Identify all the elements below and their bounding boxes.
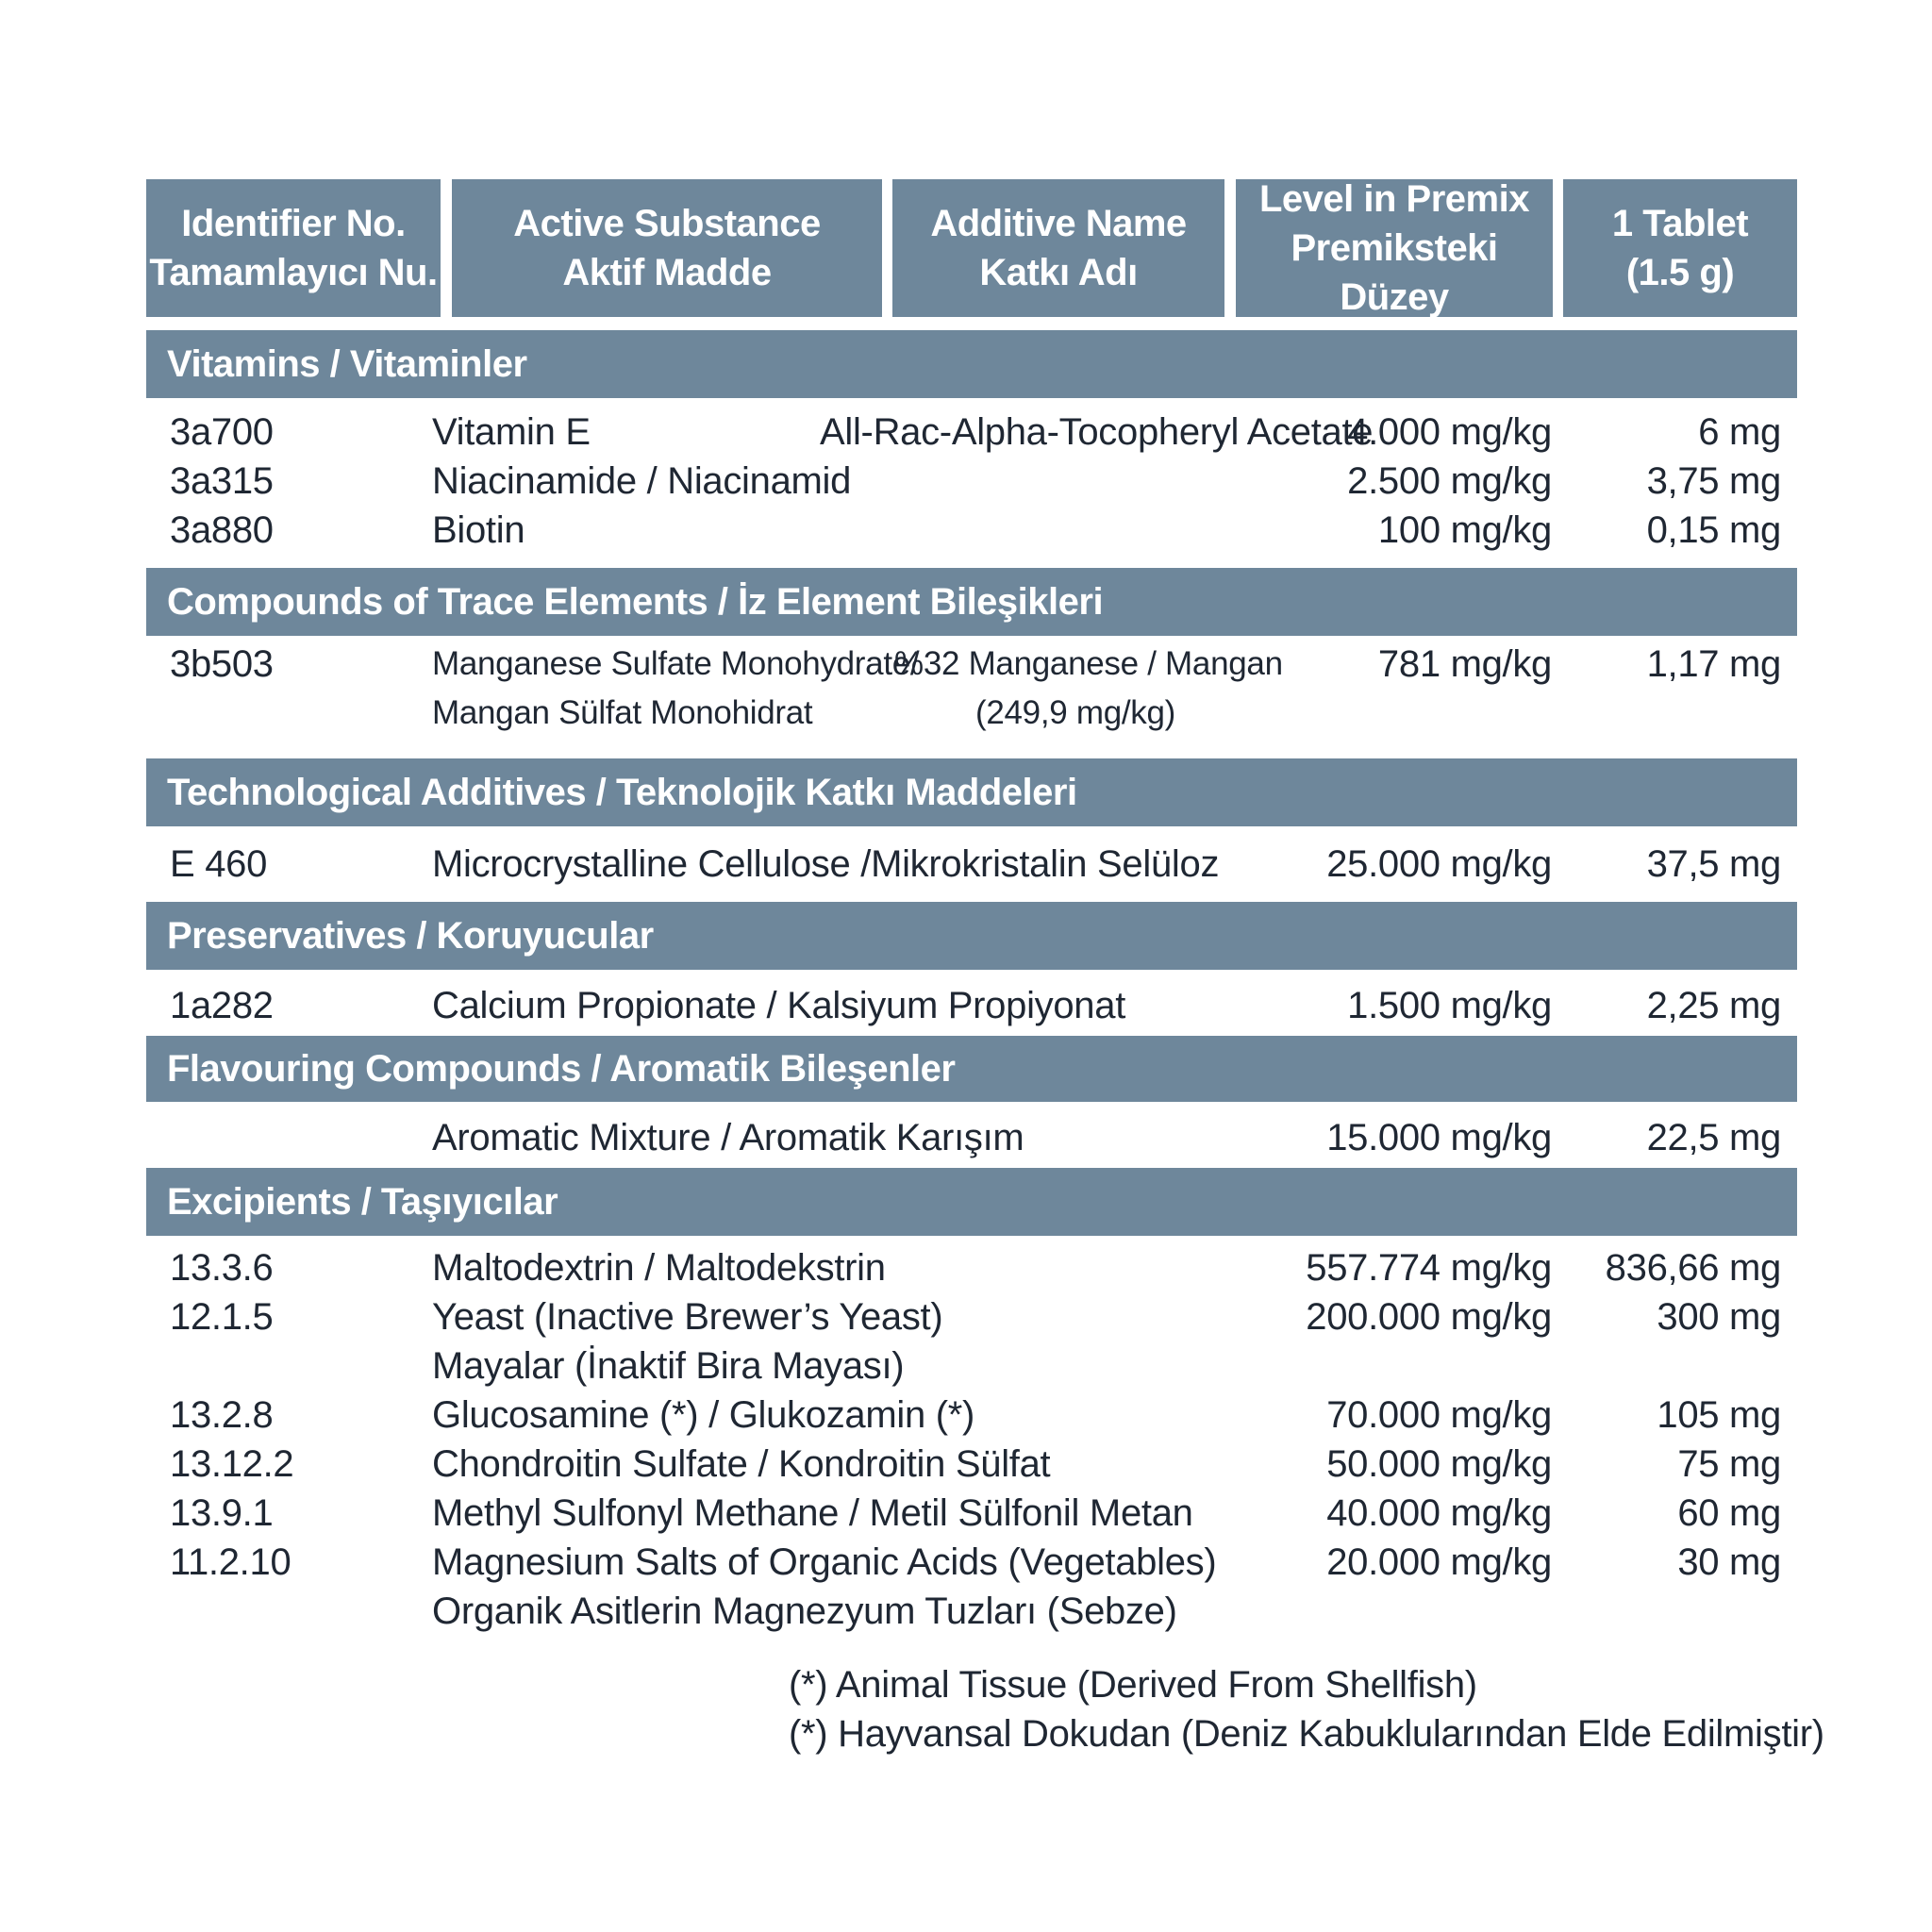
niacinamide-id: 3a315 — [170, 460, 274, 502]
header-level-in-premix — [1236, 179, 1553, 317]
header-one-tablet — [1563, 179, 1797, 317]
chondroitin-level: 50.000 mg/kg — [1326, 1443, 1552, 1485]
maltodextrin-level: 557.774 mg/kg — [1306, 1247, 1552, 1289]
header-level-in-premix-tr: Premiksteki Düzey — [1291, 227, 1498, 318]
footnote-tr: (*) Hayvansal Dokudan (Deniz Kabuklularından Elde Edilmiştir) — [789, 1713, 1824, 1755]
chondroitin-substance: Chondroitin Sulfate / Kondroitin Sülfat — [432, 1443, 1051, 1485]
manganese-additive-line2: (249,9 mg/kg) — [975, 694, 1176, 731]
calcium-propionate-id: 1a282 — [170, 985, 274, 1026]
header-one-tablet-en: 1 Tablet — [1611, 203, 1749, 244]
cellulose-id: E 460 — [170, 843, 268, 885]
header-additive-name-tr: Katkı Adı — [979, 252, 1138, 293]
section-technological-additives: Technological Additives / Teknolojik Katkı Maddeleri — [146, 758, 1797, 826]
vitamin-e-additive: All-Rac-Alpha-Tocopheryl Acetate — [820, 411, 1374, 453]
header-active-substance-tr: Aktif Madde — [562, 252, 772, 293]
aromatic-mixture-tablet: 22,5 mg — [1646, 1117, 1781, 1158]
calcium-propionate-tablet: 2,25 mg — [1646, 985, 1781, 1026]
niacinamide-level: 2.500 mg/kg — [1347, 460, 1552, 502]
section-trace-elements: Compounds of Trace Elements / İz Element Bileşikleri — [146, 568, 1797, 636]
magnesium-salts-tablet: 30 mg — [1677, 1541, 1781, 1583]
maltodextrin-substance: Maltodextrin / Maltodekstrin — [432, 1247, 886, 1289]
aromatic-mixture-substance: Aromatic Mixture / Aromatik Karışım — [432, 1117, 1024, 1158]
glucosamine-level: 70.000 mg/kg — [1326, 1394, 1552, 1436]
section-excipients: Excipients / Taşıyıcılar — [146, 1168, 1797, 1236]
cellulose-tablet: 37,5 mg — [1646, 843, 1781, 885]
header-identifier — [146, 179, 441, 317]
manganese-level: 781 mg/kg — [1377, 643, 1552, 685]
header-additive-name — [892, 179, 1224, 317]
biotin-id: 3a880 — [170, 509, 274, 551]
manganese-tablet: 1,17 mg — [1646, 643, 1781, 685]
calcium-propionate-substance: Calcium Propionate / Kalsiyum Propiyonat — [432, 985, 1126, 1026]
vitamin-e-id: 3a700 — [170, 411, 274, 453]
header-additive-name-en: Additive Name — [930, 203, 1187, 244]
manganese-substance-tr: Mangan Sülfat Monohidrat — [432, 694, 813, 731]
glucosamine-substance: Glucosamine (*) / Glukozamin (*) — [432, 1394, 975, 1436]
magnesium-salts-id: 11.2.10 — [170, 1541, 291, 1583]
yeast-id: 12.1.5 — [170, 1296, 274, 1338]
manganese-additive-line1: %32 Manganese / Mangan — [894, 645, 1283, 682]
header-identifier-en: Identifier No. — [181, 203, 406, 244]
niacinamide-substance: Niacinamide / Niacinamid — [432, 460, 852, 502]
vitamin-e-substance: Vitamin E — [432, 411, 591, 453]
chondroitin-id: 13.12.2 — [170, 1443, 294, 1485]
maltodextrin-tablet: 836,66 mg — [1605, 1247, 1781, 1289]
msm-tablet: 60 mg — [1677, 1492, 1781, 1534]
section-preservatives: Preservatives / Koruyucular — [146, 902, 1797, 970]
aromatic-mixture-level: 15.000 mg/kg — [1326, 1117, 1552, 1158]
manganese-substance-en: Manganese Sulfate Monohydrate/ — [432, 645, 920, 682]
msm-level: 40.000 mg/kg — [1326, 1492, 1552, 1534]
header-identifier-tr: Tamamlayıcı Nu. — [149, 252, 438, 293]
footnote-en: (*) Animal Tissue (Derived From Shellfish) — [789, 1664, 1477, 1706]
yeast-tablet: 300 mg — [1657, 1296, 1781, 1338]
section-flavouring-compounds: Flavouring Compounds / Aromatik Bileşenler — [146, 1036, 1797, 1102]
biotin-substance: Biotin — [432, 509, 525, 551]
manganese-id: 3b503 — [170, 643, 274, 685]
msm-id: 13.9.1 — [170, 1492, 274, 1534]
vitamin-e-level: 4.000 mg/kg — [1347, 411, 1552, 453]
vitamin-e-tablet: 6 mg — [1698, 411, 1781, 453]
biotin-level: 100 mg/kg — [1377, 509, 1552, 551]
magnesium-salts-substance-en: Magnesium Salts of Organic Acids (Vegetables) — [432, 1541, 1217, 1583]
cellulose-level: 25.000 mg/kg — [1326, 843, 1552, 885]
yeast-substance-tr: Mayalar (İnaktif Bira Mayası) — [432, 1345, 905, 1387]
biotin-tablet: 0,15 mg — [1646, 509, 1781, 551]
msm-substance: Methyl Sulfonyl Methane / Metil Sülfonil Metan — [432, 1492, 1193, 1534]
glucosamine-tablet: 105 mg — [1657, 1394, 1781, 1436]
header-active-substance-en: Active Substance — [513, 203, 821, 244]
cellulose-substance: Microcrystalline Cellulose /Mikrokristalin Selüloz — [432, 843, 1220, 885]
magnesium-salts-substance-tr: Organik Asitlerin Magnezyum Tuzları (Sebze) — [432, 1591, 1177, 1632]
glucosamine-id: 13.2.8 — [170, 1394, 274, 1436]
calcium-propionate-level: 1.500 mg/kg — [1347, 985, 1552, 1026]
header-level-in-premix-en: Level in Premix — [1259, 178, 1529, 220]
magnesium-salts-level: 20.000 mg/kg — [1326, 1541, 1552, 1583]
yeast-substance-en: Yeast (Inactive Brewer’s Yeast) — [432, 1296, 943, 1338]
header-active-substance — [452, 179, 882, 317]
yeast-level: 200.000 mg/kg — [1306, 1296, 1552, 1338]
niacinamide-tablet: 3,75 mg — [1646, 460, 1781, 502]
section-vitamins: Vitamins / Vitaminler — [146, 330, 1797, 398]
maltodextrin-id: 13.3.6 — [170, 1247, 274, 1289]
chondroitin-tablet: 75 mg — [1677, 1443, 1781, 1485]
header-one-tablet-tr: (1.5 g) — [1625, 252, 1735, 293]
